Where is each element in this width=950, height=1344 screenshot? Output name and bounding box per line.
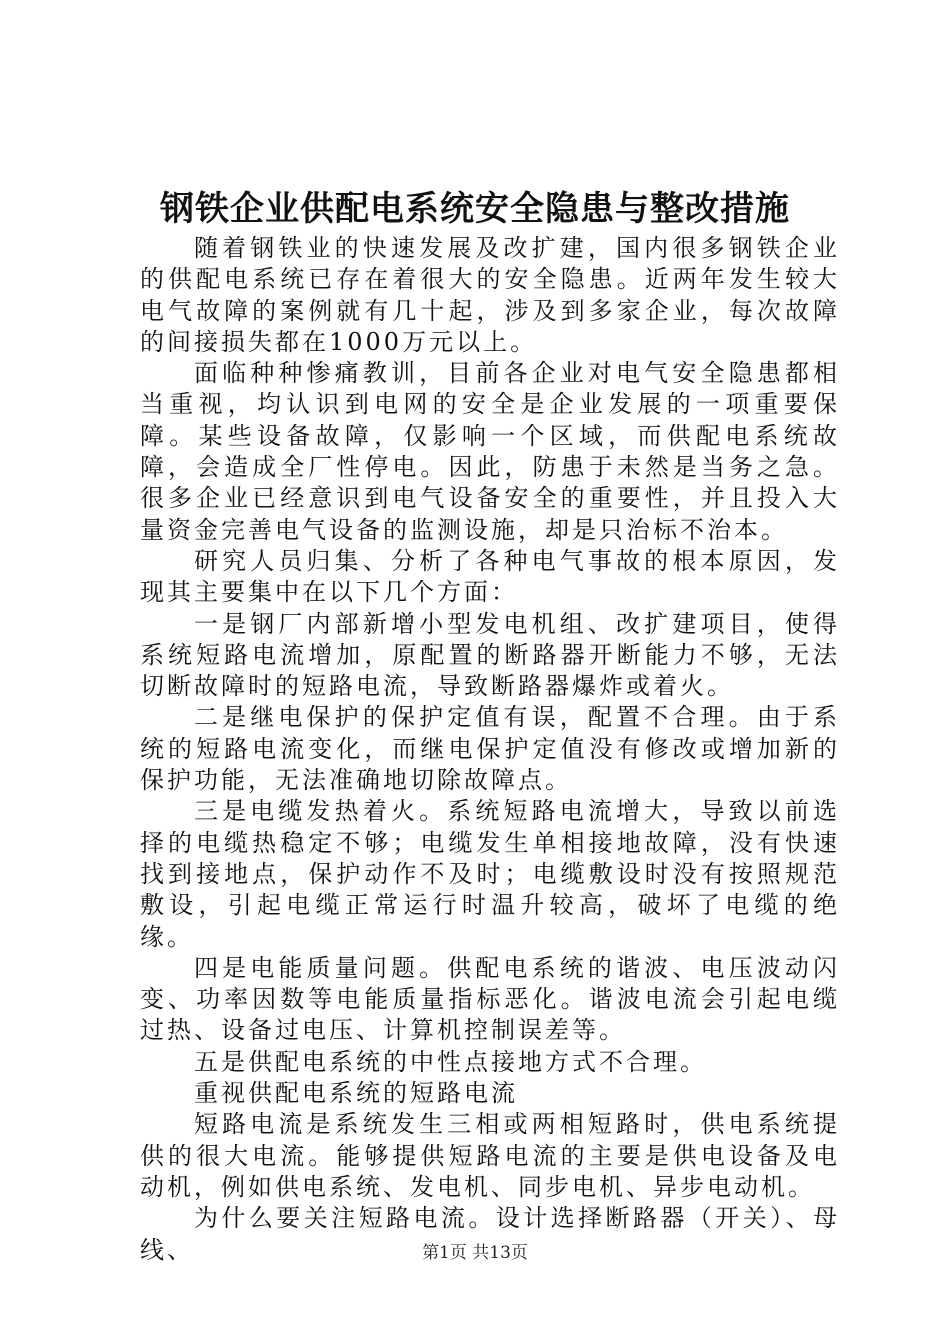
section-heading-short-circuit: 重视供配电系统的短路电流 <box>194 1079 518 1108</box>
document-body <box>140 233 840 1266</box>
paragraph-cause-4: 四是电能质量问题。供配电系统的谐波、电压波动闪变、功率因数等电能质量指标恶化。谐波电流会引起电缆过热、设备过电压、计算机控制误差等。 <box>140 953 840 1045</box>
paragraph-cause-3: 三是电缆发热着火。系统短路电流增大，导致以前选择的电缆热稳定不够；电缆发生单相接地故障，没有快速找到接地点，保护动作不及时；电缆敷设时没有按照规范敷设，引起电缆正常运行时温升较高，破坏了电缆的绝缘。 <box>140 797 840 951</box>
document-title: 钢铁企业供配电系统安全隐患与整改措施 <box>160 189 790 229</box>
paragraph-short-circuit-definition: 短路电流是系统发生三相或两相短路时，供电系统提供的很大电流。能够提供短路电流的主要是供电设备及电动机，例如供电系统、发电机、同步电机、异步电动机。 <box>140 1110 840 1201</box>
paragraph-cause-1: 一是钢厂内部新增小型发电机组、改扩建项目，使得系统短路电流增加，原配置的断路器开断能力不够，无法切断故障时的短路电流，导致断路器爆炸或着火。 <box>140 609 840 701</box>
paragraph-cause-5: 五是供配电系统的中性点接地方式不合理。 <box>194 1047 707 1076</box>
paragraph-cause-2: 二是继电保护的保护定值有误，配置不合理。由于系统的短路电流变化，而继电保护定值没有修改或增加新的保护功能，无法准确地切除故障点。 <box>140 703 840 795</box>
paragraph-intro: 随着钢铁业的快速发展及改扩建，国内很多钢铁企业的供配电系统已存在着很大的安全隐患。近两年发生较大电气故障的案例就有几十起，涉及到多家企业，每次故障的间接损失都在1000万元以上。 <box>140 234 840 356</box>
paragraph-why-short-circuit: 为什么要关注短路电流。设计选择断路器（开关）、母线、 <box>140 1204 840 1264</box>
paragraph-causes-intro: 研究人员归集、分析了各种电气事故的根本原因，发现其主要集中在以下几个方面： <box>140 546 840 607</box>
paragraph-lessons: 面临种种惨痛教训，目前各企业对电气安全隐患都相当重视，均认识到电网的安全是企业发展的一项重要保障。某些设备故障，仅影响一个区域，而供配电系统故障，会造成全厂性停电。因此，防患于未然是当务之急。很多企业已经意识到电气设备安全的重要性，并且投入大量资金完善电气设备的监测设施，却是只治标不治本。 <box>140 359 840 544</box>
page-number-footer: 第1页 共13页 <box>422 1243 528 1263</box>
